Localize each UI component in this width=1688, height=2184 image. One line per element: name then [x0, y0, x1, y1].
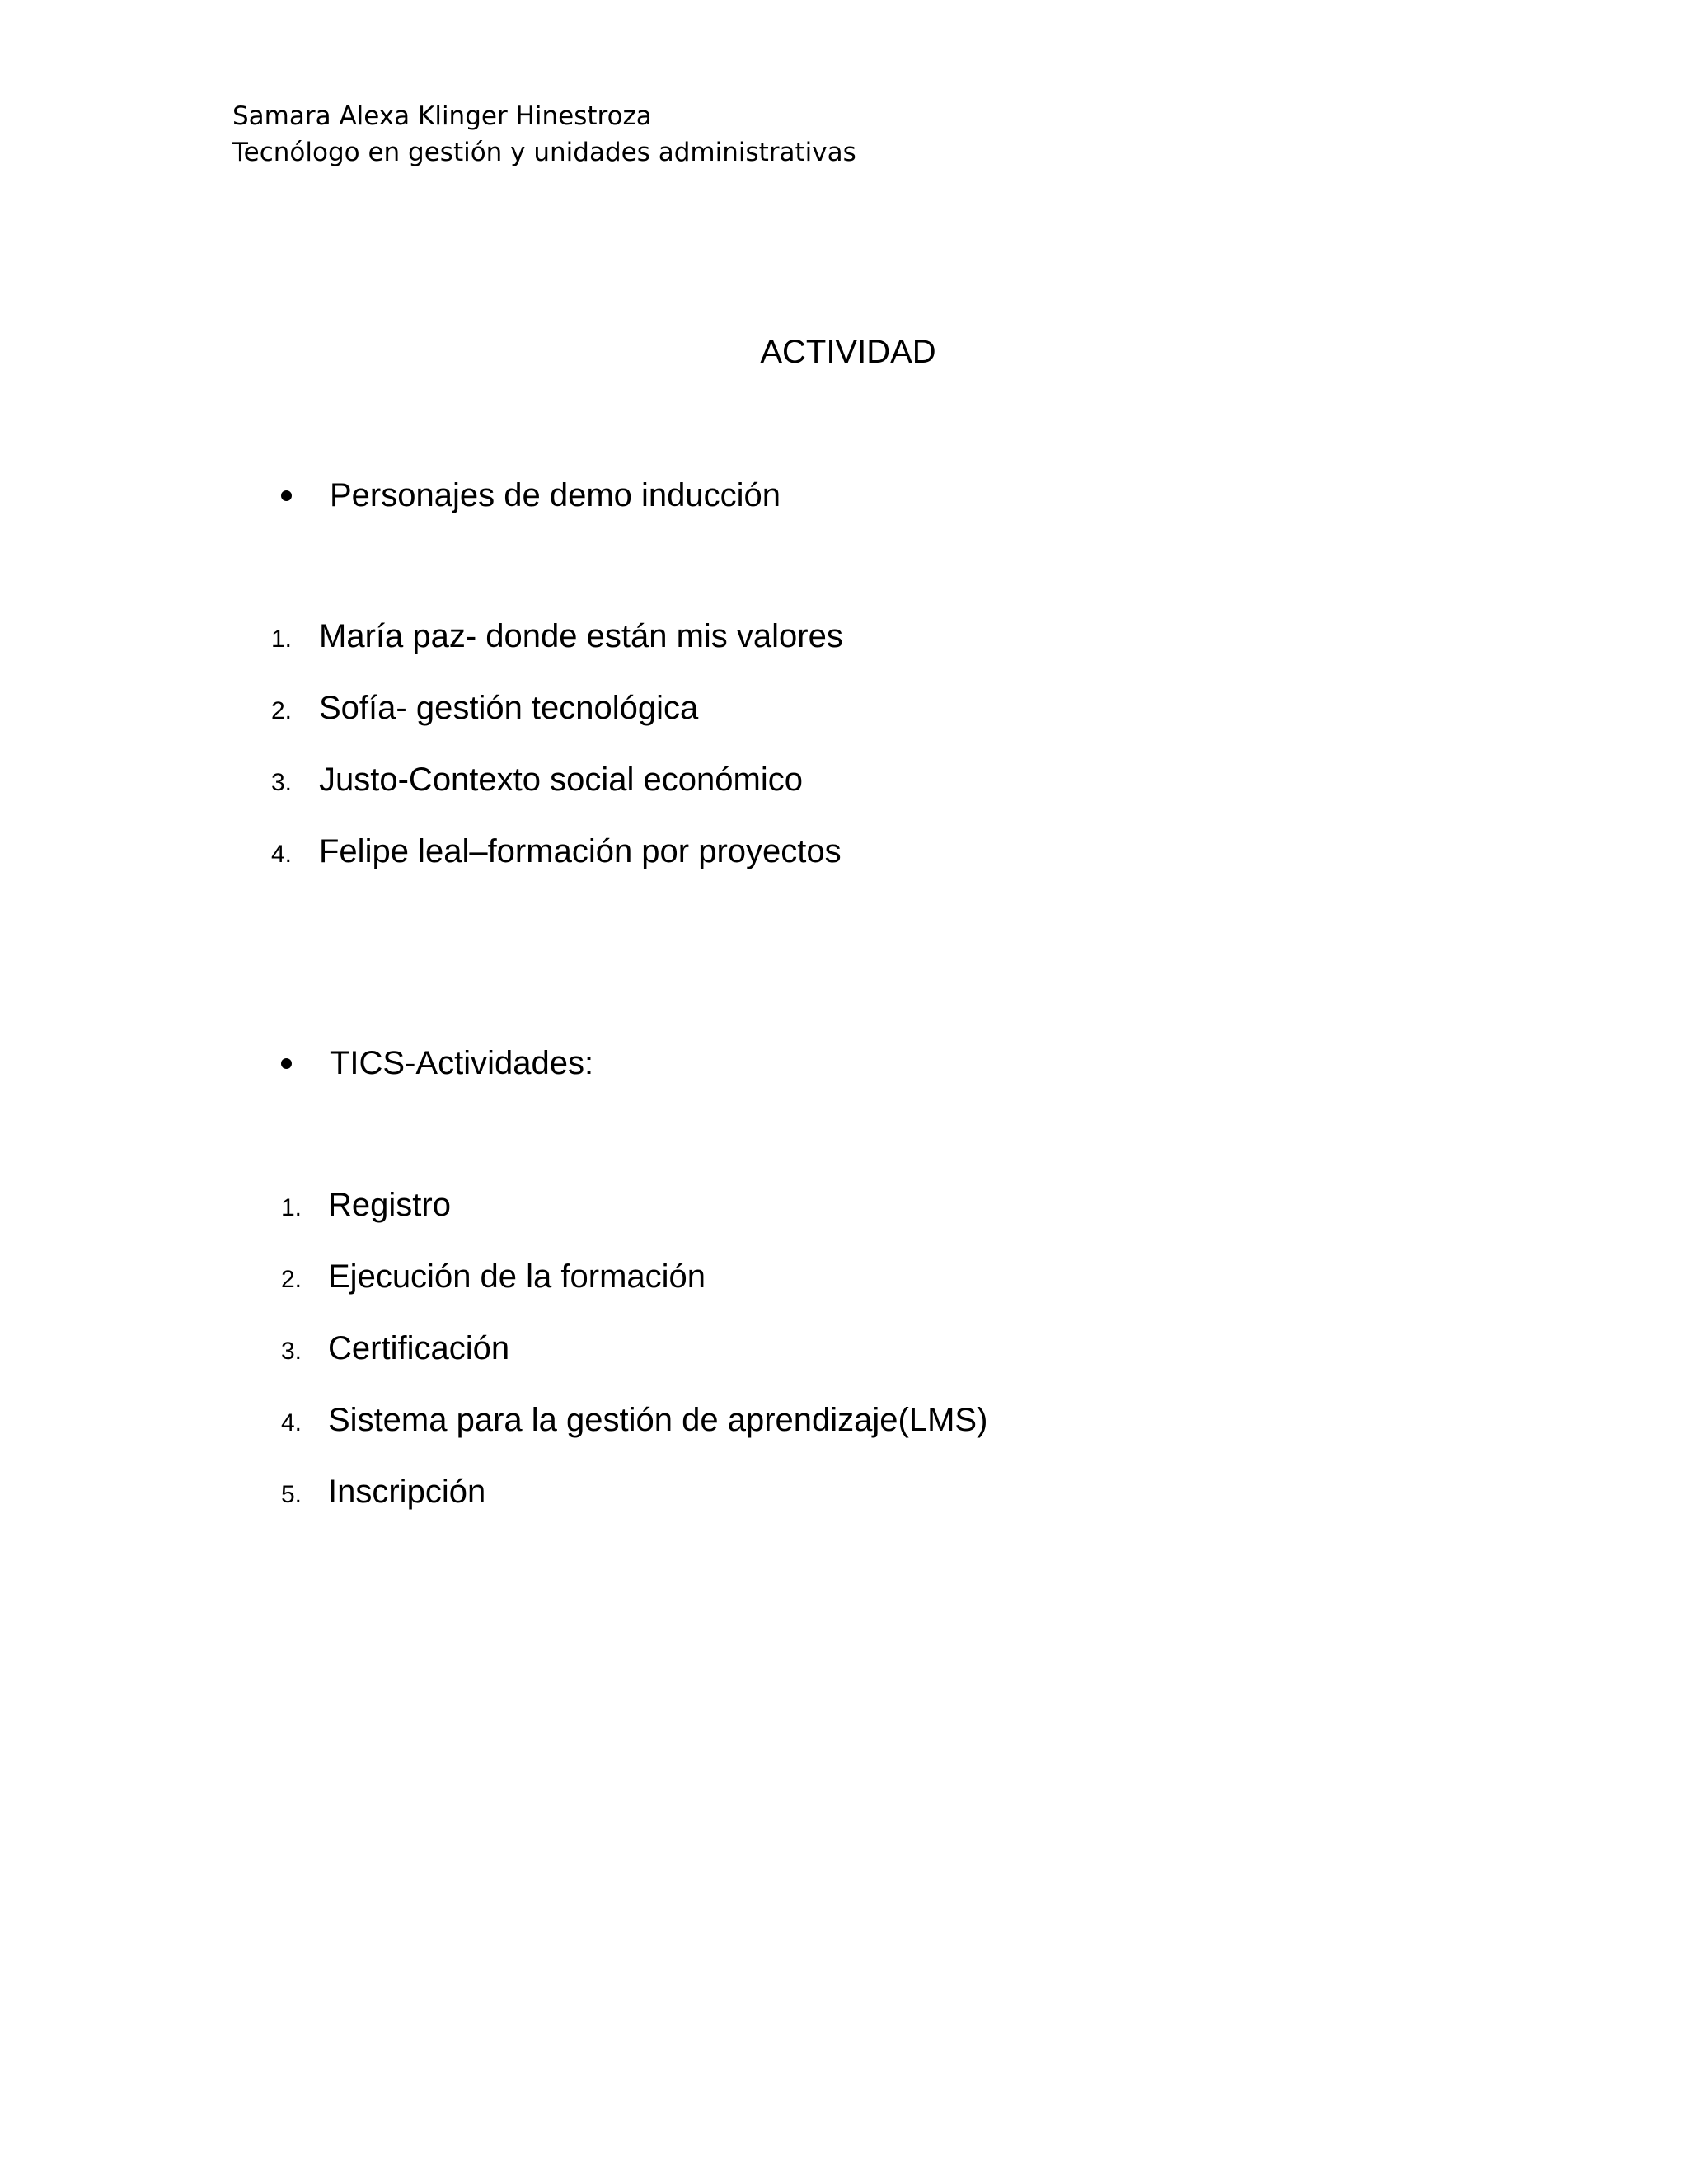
- list-item-text: Sistema para la gestión de aprendizaje(LMS): [328, 1402, 988, 1438]
- list-item-number: 2.: [271, 697, 293, 724]
- list-item-text: Registro: [328, 1187, 451, 1223]
- page-title: ACTIVIDAD: [760, 334, 936, 370]
- section-heading-tics: [0, 1043, 1688, 1084]
- section-heading-label: Personajes de demo inducción: [330, 477, 781, 513]
- list-item-text: María paz- donde están mis valores: [319, 618, 843, 654]
- program-name: Tecnólogo en gestión y unidades administrativas: [232, 138, 856, 167]
- list-item-number: 1.: [271, 626, 293, 653]
- bullet-icon: [281, 490, 292, 501]
- list-item-text: Justo-Contexto social económico: [319, 762, 803, 798]
- list-item-number: 5.: [281, 1481, 302, 1508]
- list-item-number: 3.: [281, 1338, 302, 1365]
- section-heading-label: TICS-Actividades:: [330, 1045, 594, 1081]
- list-item-number: 4.: [271, 841, 293, 868]
- list-item-text: Inscripción: [328, 1474, 486, 1510]
- section-heading-personajes: [0, 475, 1688, 516]
- list-item-number: 4.: [281, 1409, 302, 1436]
- list-item-number: 3.: [271, 769, 293, 796]
- list-item-number: 1.: [281, 1194, 302, 1221]
- list-item-text: Sofía- gestión tecnológica: [319, 690, 699, 726]
- list-item-text: Certificación: [328, 1330, 510, 1366]
- list-item-text: Ejecución de la formación: [328, 1258, 706, 1295]
- list-item-number: 2.: [281, 1266, 302, 1293]
- author-name: Samara Alexa Klinger Hinestroza: [232, 101, 652, 131]
- list-item-text: Felipe leal–formación por proyectos: [319, 833, 842, 869]
- bullet-icon: [281, 1058, 292, 1069]
- page-title-container: [0, 331, 1688, 373]
